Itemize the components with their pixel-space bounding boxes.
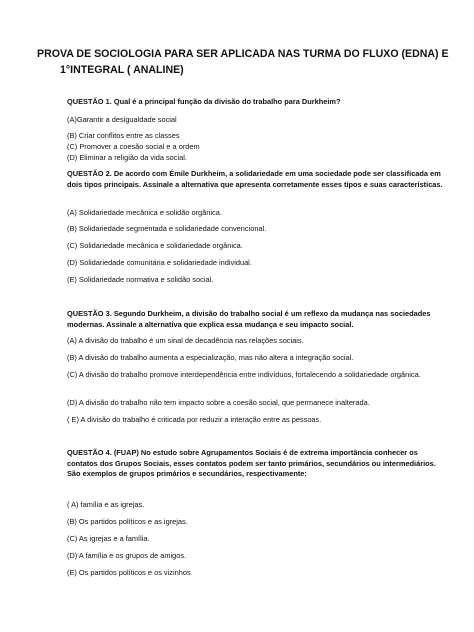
question-2-option-d: (D) Solidariedade comunitária e solidariedade individual.: [67, 258, 252, 267]
question-3-option-d: (D) A divisão do trabalho não tem impacto sobre a coesão social, que permanece inalterada.: [67, 398, 370, 407]
question-3: [67, 309, 447, 330]
question-3-option-c: (C) A divisão do trabalho promove interdependência entre indivíduos, fortalecendo a solidariedade orgânica.: [67, 370, 421, 379]
question-4-stem: QUESTÃO 4. (FUAP) No estudo sobre Agrupamentos Sociais é de extrema importância conhecer os contatos dos Grupos Sociais, esses contatos podem ser tanto primários, secundários ou intermediários. São exemplos de grupos primários e secundários, respectivamente:: [67, 448, 436, 478]
question-1-option-b: (B) Criar conflitos entre as classes: [67, 131, 180, 140]
question-4-option-d: (D) A família e os grupos de amigos.: [67, 551, 187, 560]
question-3-stem: QUESTÃO 3. Segundo Durkheim, a divisão do trabalho social é um reflexo da mudança nas sociedades modernas. Assinale a alternativa que explica essa mudança e seu impacto social.: [67, 309, 431, 329]
question-1-stem: QUESTÃO 1. Qual é a principal função da divisão do trabalho para Durkheim?: [67, 97, 341, 106]
question-2-stem: QUESTÃO 2. De acordo com Émile Durkheim, a solidariedade em uma sociedade pode ser classificada em dois tipos principais. Assinale a alternativa que apresenta corretamente esses tipos e suas características.: [67, 169, 443, 189]
question-2-option-c: (C) Solidariedade mecânica e solidariedade orgânica.: [67, 241, 243, 250]
title-line-1: PROVA DE SOCIOLOGIA PARA SER APLICADA NAS TURMA DO FLUXO (EDNA) E: [37, 48, 449, 60]
question-3-option-b: (B) A divisão do trabalho aumenta a especialização, mas não altera a integração social.: [67, 353, 354, 362]
question-3-option-e: ( E) A divisão do trabalho é criticada por reduzir a interação entre as pessoas.: [67, 415, 322, 424]
question-4-option-c: (C) As igrejas e a família.: [67, 534, 150, 543]
question-4: [67, 448, 447, 480]
question-2: [67, 169, 447, 190]
question-1: [67, 97, 447, 108]
page-title: [37, 46, 457, 78]
question-4-option-b: (B) Os partidos políticos e as igrejas.: [67, 517, 188, 526]
question-2-option-b: (B) Solidariedade segmentada e solidariedade convencional.: [67, 224, 267, 233]
question-1-option-c: (C) Promover a coesão social e a ordem: [67, 142, 200, 151]
title-line-2: 1°INTEGRAL ( ANALINE): [60, 64, 184, 76]
question-4-option-e: (E) Os partidos políticos e os vizinhos: [67, 568, 191, 577]
question-3-option-a: (A) A divisão do trabalho é um sinal de decadência nas relações sociais.: [67, 336, 304, 345]
question-4-option-a: ( A) família e as igrejas.: [67, 500, 145, 509]
question-1-option-a: (A)Garantir a desigualdade social: [67, 115, 177, 124]
question-1-option-d: (D) Eliminar a religião da vida social.: [67, 153, 187, 162]
question-2-option-a: (A) Solidariedade mecânica e solidão orgânica.: [67, 208, 222, 217]
question-2-option-e: (E) Solidariedade normativa e solidão social.: [67, 275, 214, 284]
